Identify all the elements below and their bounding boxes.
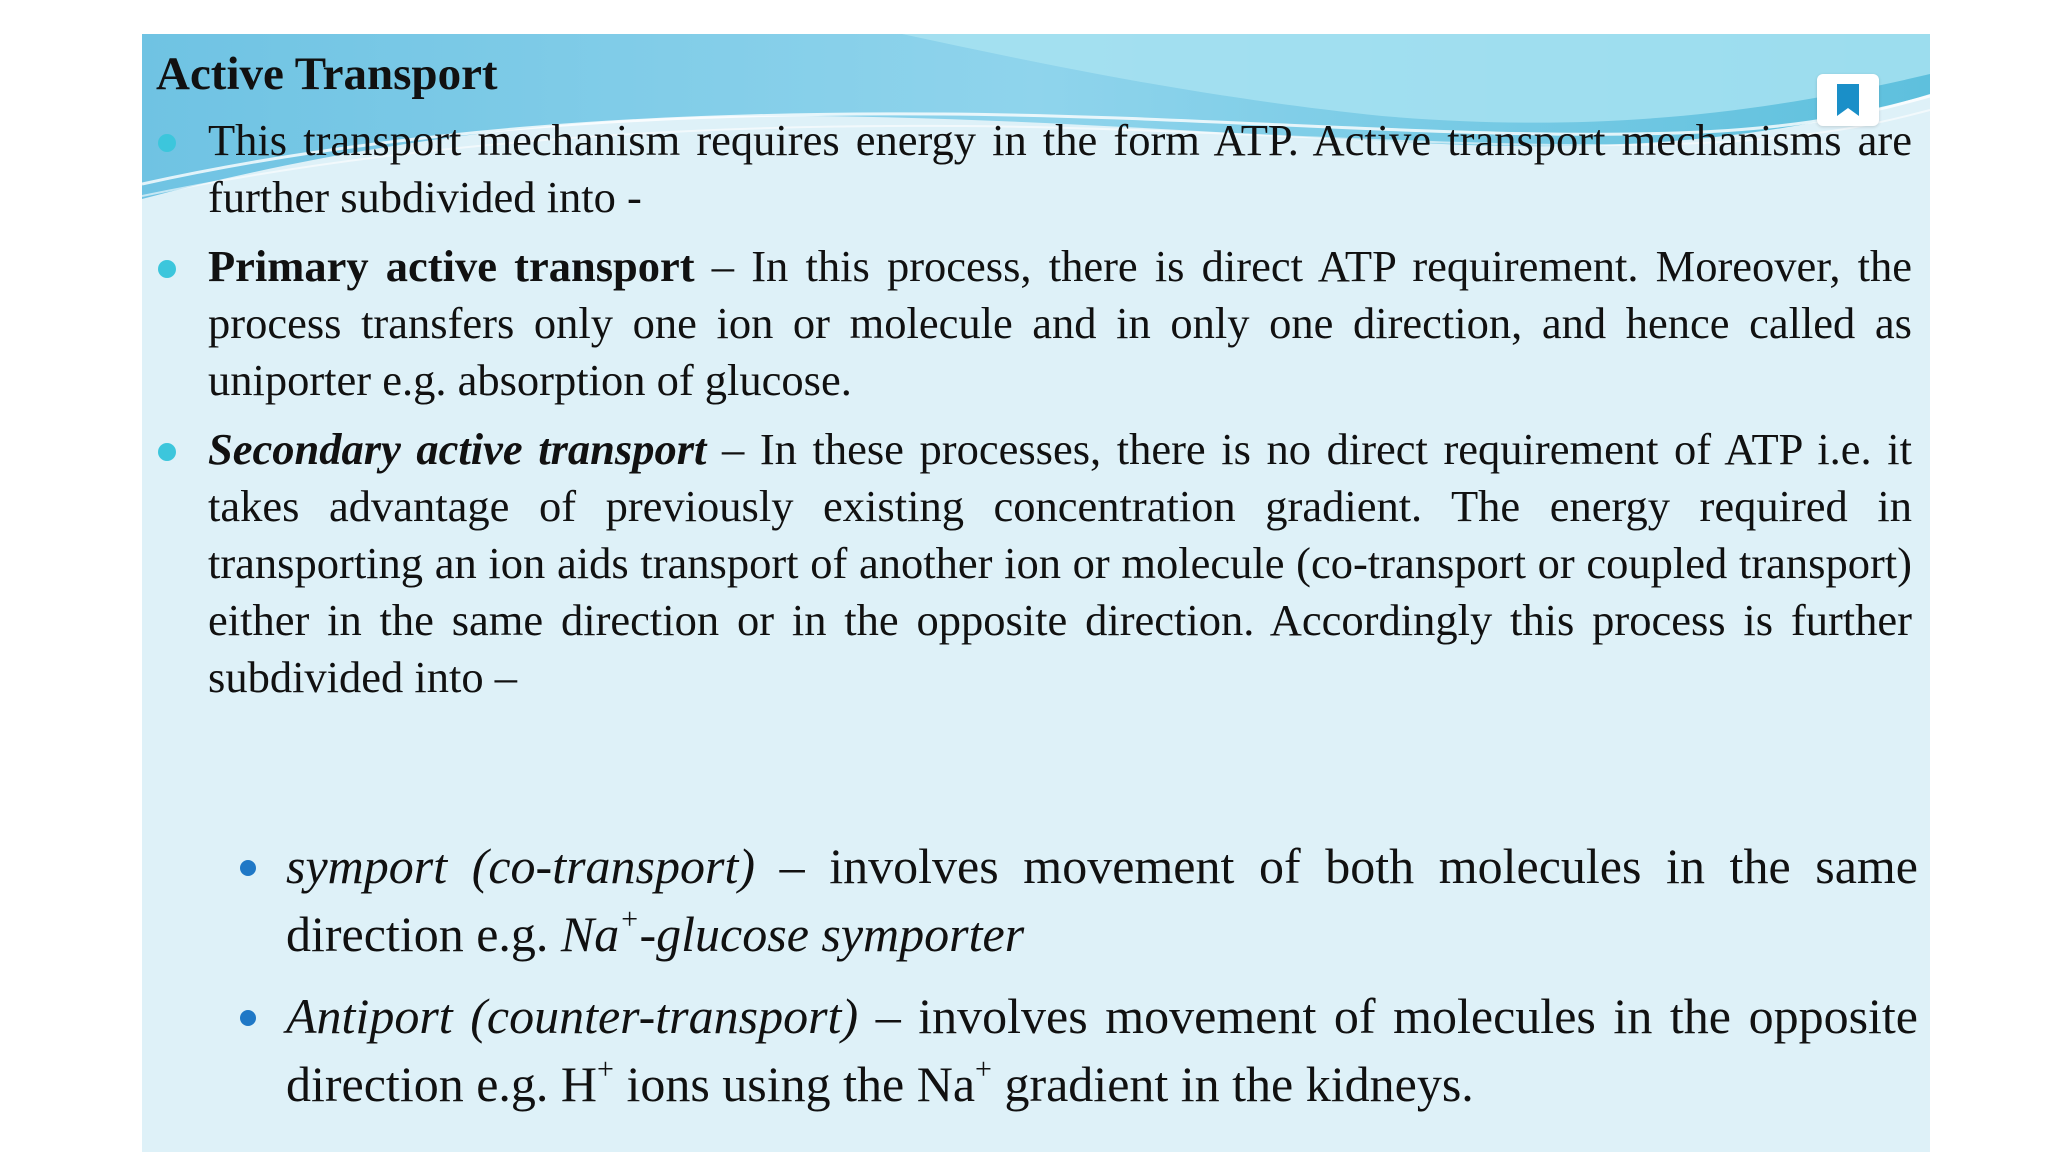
- bullet-secondary-active-transport: [208, 421, 1912, 706]
- superscript: +: [975, 1052, 992, 1086]
- sub-bullet-antiport: [286, 982, 1918, 1118]
- bullet-active-transport-intro: [208, 112, 1912, 226]
- sub-bullet-term: symport (co-transport): [286, 838, 756, 894]
- bullet-term: Secondary active transport: [208, 424, 707, 474]
- sub-bullet-term: Antiport (counter-transport): [286, 988, 859, 1044]
- sub-bullet-text: – involves movement of both molecules in the same direction e.g.: [286, 838, 1918, 962]
- slide-title: Active Transport: [156, 48, 498, 100]
- main-bullet-list: [208, 112, 1912, 718]
- sub-bullet-text: – involves movement of molecules in the opposite direction e.g. H: [286, 988, 1918, 1112]
- sub-bullet-text: gradient in the kidneys.: [991, 1056, 1474, 1112]
- sub-bullet-list: [286, 832, 1918, 1132]
- superscript: +: [619, 902, 640, 936]
- example-part: Na: [560, 906, 620, 962]
- bullet-text: This transport mechanism requires energy in the form ATP. Active transport mechanisms are further subdivided into -: [208, 115, 1912, 222]
- superscript: +: [597, 1052, 614, 1086]
- slide: [142, 34, 1930, 1152]
- bullet-primary-active-transport: [208, 238, 1912, 409]
- example-part: -glucose symporter: [639, 906, 1025, 962]
- bullet-text: – In this process, there is direct ATP requirement. Moreover, the process transfers only one ion or molecule and in only one direction, and hence called as uniporter e.g. absorption of glucose.: [208, 241, 1912, 405]
- bullet-term: Primary active transport: [208, 241, 695, 291]
- sub-bullet-symport: [286, 832, 1918, 968]
- bullet-text: – In these processes, there is no direct requirement of ATP i.e. it takes advantage of previously existing concentration gradient. The energy required in transporting an ion aids transport of another ion or molecule (co-transport or coupled transport) either in the same direction or in the opposite direction. Accordingly this process is further subdivided into –: [208, 424, 1912, 702]
- sub-bullet-text: ions using the Na: [613, 1056, 976, 1112]
- example-text: [560, 902, 1025, 962]
